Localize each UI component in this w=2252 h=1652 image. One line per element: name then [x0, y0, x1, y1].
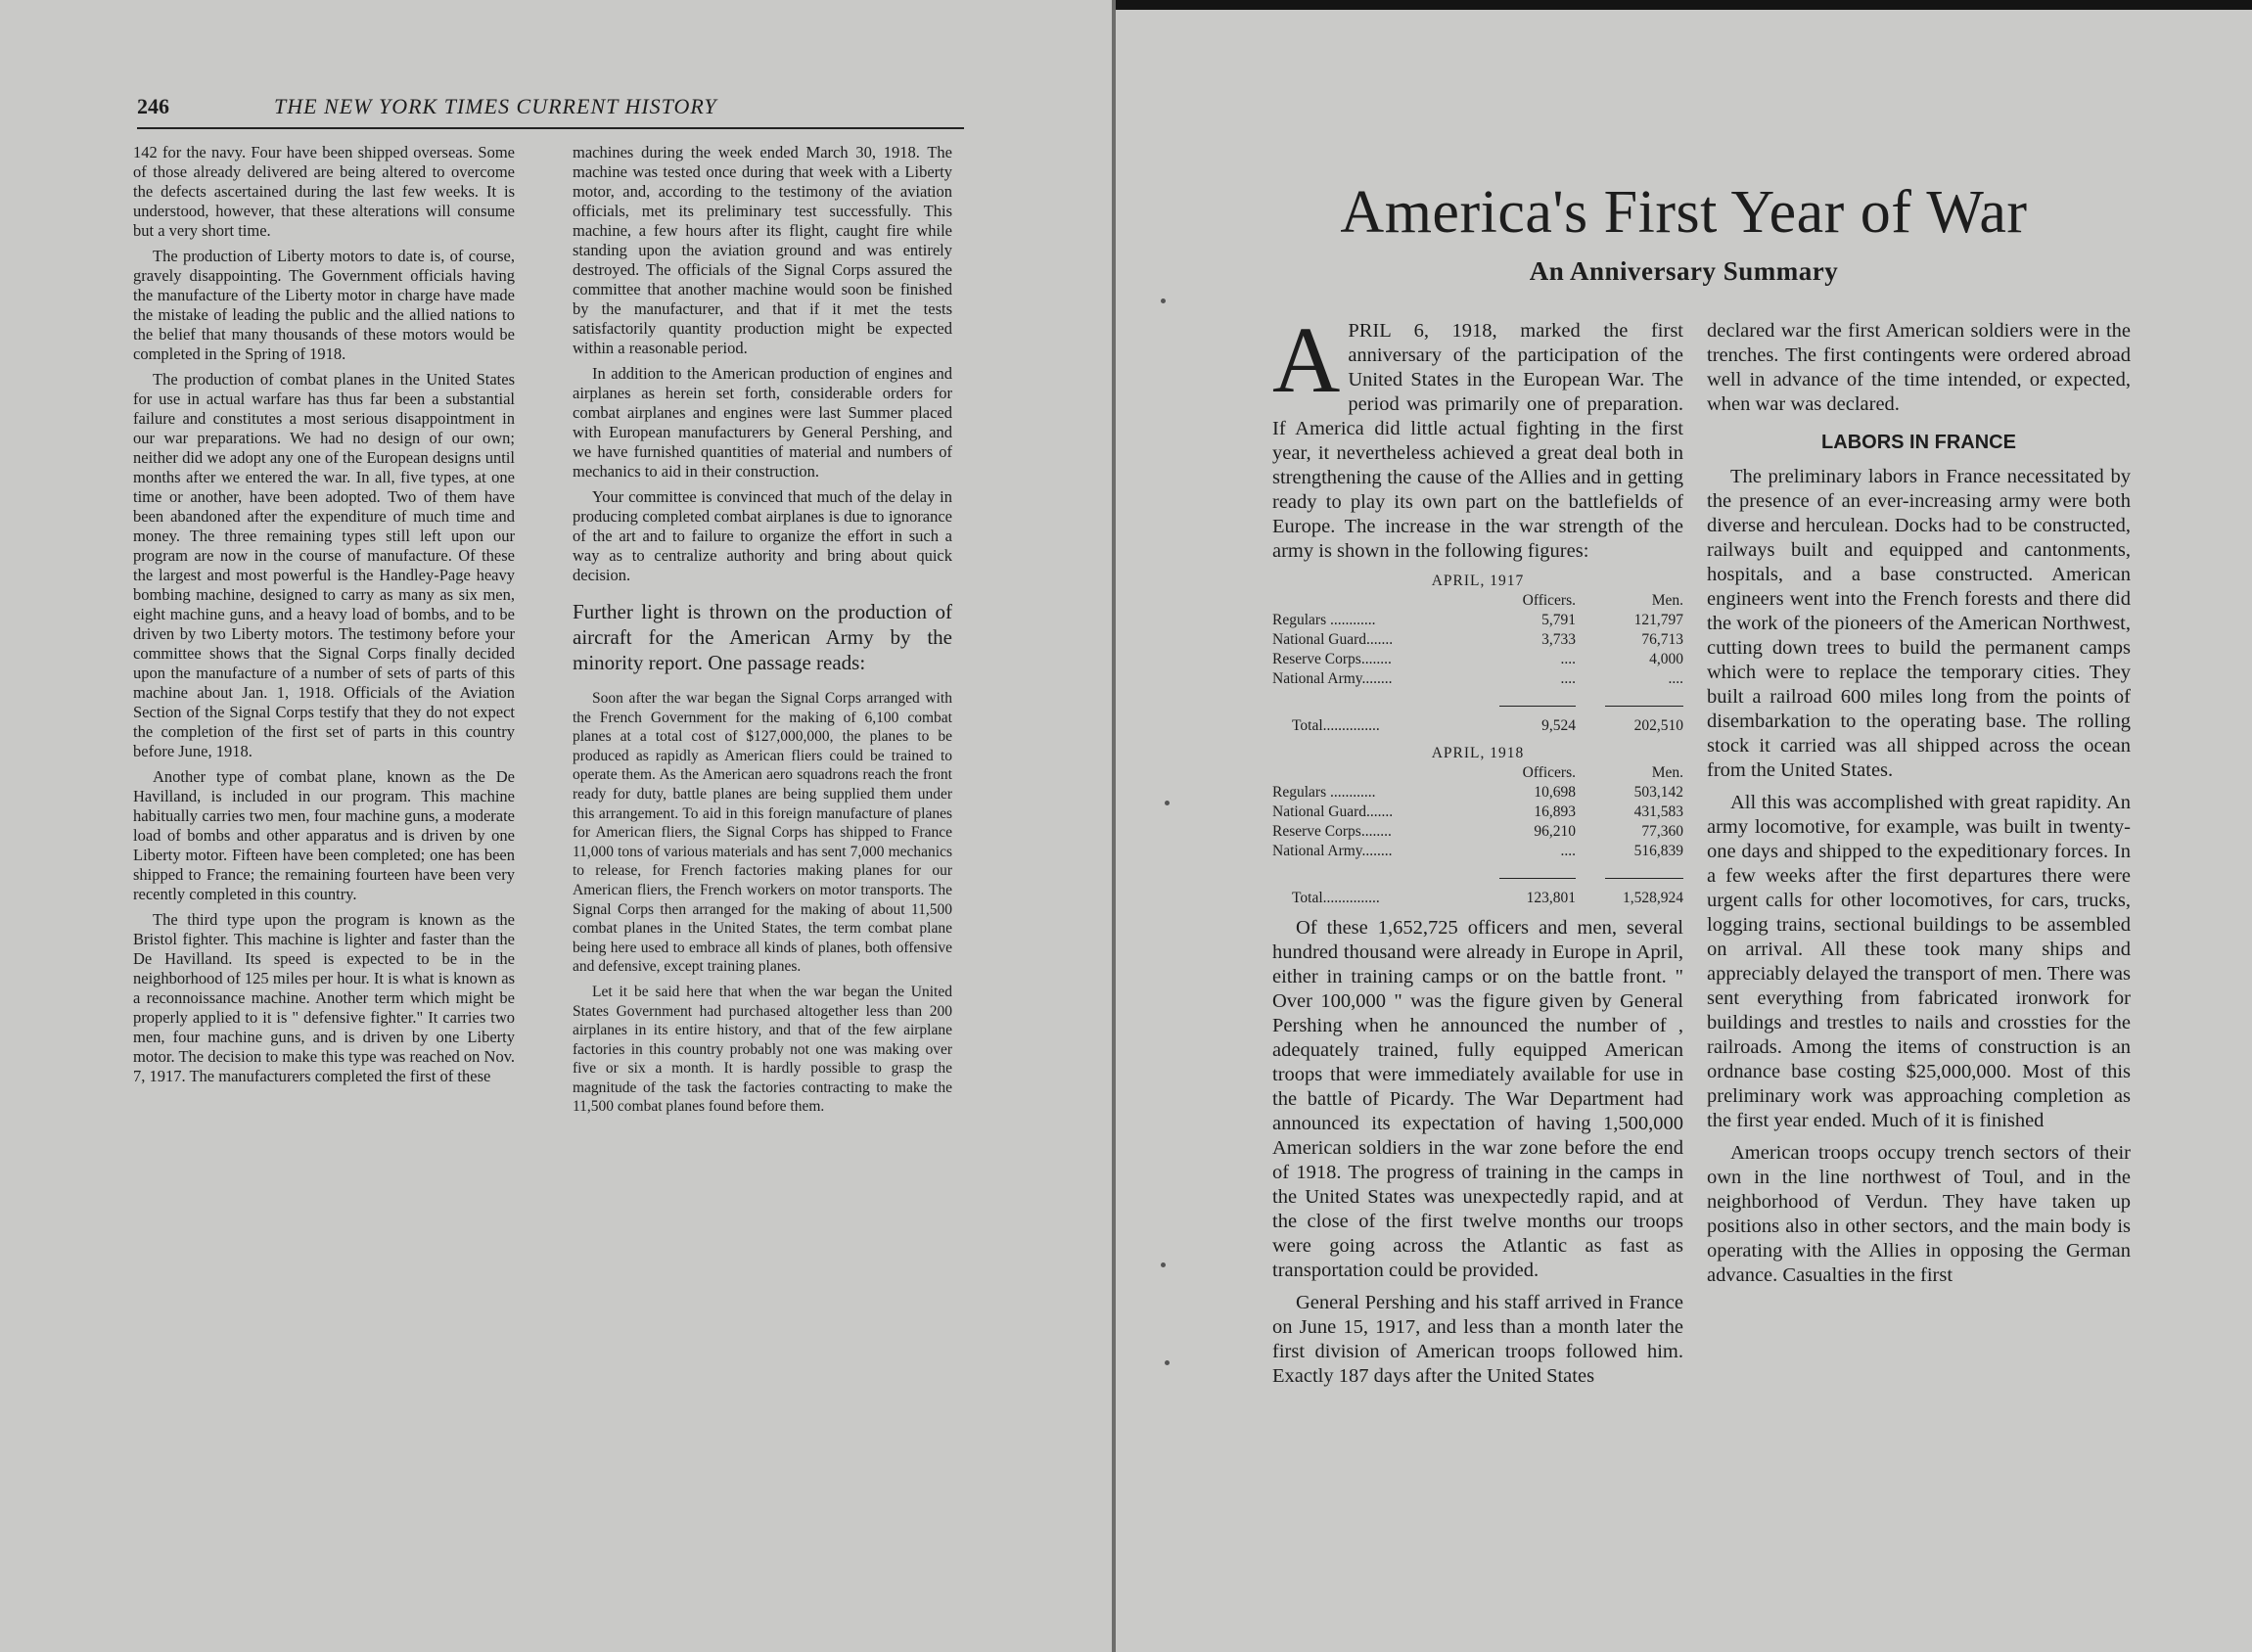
table-total-row — [1272, 716, 1683, 736]
officers-header: Officers. — [1522, 592, 1576, 609]
table-row — [1272, 630, 1683, 650]
right-page — [1116, 0, 2252, 1652]
row-label: National Army........ — [1272, 670, 1393, 687]
paragraph: American troops occupy trench sectors of their own in the line northwest of Toul, and in the neighborhood of Verdun. They have taken up positions also in other sectors, and the main body is operating with the Allies in opposing the German advance. Casualties in the first — [1707, 1142, 2131, 1286]
men-value: 431,583 — [1633, 803, 1683, 820]
quoted-paragraph: Let it be said here that when the war began the United States Government had purchased altogether less than 200 airplanes in its entire history, and that of the few airplane factories in this country probably not one was making over five or six a month. It is hardly possible to grasp the magnitude of the task the factories contracting to make the 11,500 combat planes found before them. — [573, 983, 952, 1116]
officers-header: Officers. — [1522, 764, 1576, 781]
journal-title: THE NEW YORK TIMES CURRENT HISTORY — [274, 94, 717, 118]
officers-value: .... — [1560, 843, 1576, 859]
officers-value: .... — [1560, 651, 1576, 667]
total-label: Total............... — [1292, 717, 1380, 734]
men-value: 516,839 — [1633, 843, 1683, 859]
men-value: 4,000 — [1649, 651, 1683, 667]
table-total-row — [1272, 889, 1683, 908]
total-officers: 123,801 — [1526, 890, 1576, 906]
row-label: National Guard....... — [1272, 803, 1394, 820]
table-header — [1272, 591, 1683, 611]
officers-value: 10,698 — [1534, 784, 1576, 801]
table-row — [1272, 803, 1683, 822]
men-header: Men. — [1651, 764, 1683, 781]
paragraph: The production of Liberty motors to date is, of course, gravely disappointing. The Government officials having the manufacture of the Liberty motor in charge have made the mistake of leading the public and the allied nations to the belief that many thousands of these motors would be completed in the Spring of 1918. — [133, 247, 515, 363]
table-total-rule — [1272, 693, 1683, 712]
paragraph: The production of combat planes in the United States for use in actual warfare has thus far been a substantial failure and constitutes a most serious disappointment in our war preparations. We had no design of our own; neither did we adopt any one of the European designs until months after we entered the war. In all, five types, at one time or another, have been adopted. Two of them have been abandoned after the expenditure of much time and money. The three remaining types still left upon our program are now in the course of manufacture. Of these the largest and most powerful is the Handley-Page heavy bombing machine, designed to carry as many as six men, eight machine guns, and a heavy load of bombs, and to be driven by two Liberty motors. The testimony before your committee shows that the Signal Corps finally decided upon the manufacture of a number of sets of parts of this machine about Jan. 1, 1918. Officials of the Aviation Section of the Signal Corps testify that they do not expect the completion of the first set of parts in this country before June, 1918. — [133, 370, 515, 760]
paragraph: Another type of combat plane, known as the De Havilland, is included in our program. This machine habitually carries two men, four machine guns, a moderate load of bombs and other apparatus and is driven by one Liberty motor. Fifteen have been completed; one has been shipped to France; the remaining fourteen have been very recently completed in this country. — [133, 767, 515, 903]
paragraph: Of these 1,652,725 officers and men, several hundred thousand were already in Europe in April, either in training camps or on the battle front. " Over 100,000 " was the figure given by General Pershing when he announced the number of , adequately trained, fully equipped American troops that were immediately available for use in the battle of Picardy. The War Department had announced its expectation of having 1,500,000 American soldiers in the war zone before the end of 1918. The progress of training in the camps in the United States was unexpectedly rapid, and at the close of the first twelve months our troops were going across the Atlantic as fast as transportation could be provided. — [1272, 917, 1683, 1281]
table-row — [1272, 783, 1683, 803]
table-row — [1272, 650, 1683, 669]
row-label: National Guard....... — [1272, 631, 1394, 648]
officers-value: 96,210 — [1534, 823, 1576, 840]
men-value: 503,142 — [1633, 784, 1683, 801]
table-caption: APRIL, 1918 — [1431, 745, 1525, 761]
officers-value: 5,791 — [1541, 612, 1576, 628]
paragraph: Your committee is convinced that much of the delay in producing completed combat airplanes is due to ignorance of the art and to failure to organize the effort in such a way as to centralize authority and bring about quick decision. — [573, 487, 952, 584]
table-header — [1272, 763, 1683, 783]
stray-mark — [1165, 801, 1170, 805]
total-men: 202,510 — [1633, 717, 1683, 734]
table-total-rule — [1272, 865, 1683, 885]
page-number: 246 — [137, 94, 169, 118]
table-row — [1272, 822, 1683, 842]
section-heading: LABORS IN FRANCE — [1821, 432, 2016, 453]
article-title: America's First Year of War — [1340, 179, 2028, 246]
table-row — [1272, 611, 1683, 630]
total-men: 1,528,924 — [1623, 890, 1683, 906]
table-row — [1272, 842, 1683, 861]
row-label: Reserve Corps........ — [1272, 823, 1392, 840]
minority-report-intro: Further light is thrown on the production of aircraft for the American Army by the minority report. One passage reads: — [573, 600, 952, 674]
total-officers: 9,524 — [1541, 717, 1576, 734]
paragraph: General Pershing and his staff arrived in France on June 15, 1917, and less than a month later the first division of American troops followed him. Exactly 187 days after the United States — [1272, 1292, 1683, 1387]
men-value: .... — [1668, 670, 1683, 687]
row-label: Regulars ............ — [1272, 784, 1376, 801]
left-column-1 — [133, 143, 515, 1092]
table-row — [1272, 669, 1683, 689]
officers-value: 3,733 — [1541, 631, 1576, 648]
men-header: Men. — [1651, 592, 1683, 609]
row-label: National Army........ — [1272, 843, 1393, 859]
paragraph: 142 for the navy. Four have been shipped overseas. Some of those already delivered are being altered to overcome the defects ascertained during the last few weeks. It is understood, however, that these alterations will consume but a very short time. — [133, 143, 515, 240]
intro-text: PRIL 6, 1918, marked the first anniversary of the participation of the United States in the European War. The period was primarily one of preparation. If America did little actual fighting in the first year, it nevertheless achieved a great deal both in strengthening the cause of the Allies and in getting ready to play its own part on the battlefields of Europe. The increase in the war strength of the army is shown in the following figures: — [1272, 320, 1683, 562]
paragraph: In addition to the American production of engines and airplanes as herein set forth, considerable orders for combat airplanes and engines were last Summer placed with European manufacturers by General Pershing, and we have furnished quantities of material and numbers of mechanics to aid in their construction. — [573, 364, 952, 481]
table-caption: APRIL, 1917 — [1431, 573, 1525, 589]
left-column-2 — [573, 143, 952, 1123]
paragraph: The third type upon the program is known as the Bristol fighter. This machine is lighter and faster than the De Havilland. Its speed is expected to be in the neighborhood of 125 miles per hour. It is what is known as a reconnoissance machine. Another term which might be properly applied to it is " defensive fighter." It carries two men, four machine guns, and is driven by one Liberty motor. The decision to make this type was reached on Nov. 7, 1917. The manufacturers completed the first of these — [133, 910, 515, 1085]
officers-value: .... — [1560, 670, 1576, 687]
right-column-1 — [1272, 307, 1683, 1397]
paragraph: machines during the week ended March 30, 1918. The machine was tested once during that week with a Liberty motor, and, according to the testimony of the aviation officials, met its preliminary test successfully. This machine, a few hours after its flight, caught fire while standing upon the aviation ground and was entirely destroyed. The officials of the Signal Corps assured the committee that another machine would soon be finished by the manufacturer, and that if it met the tests satisfactorily quantity production might be expected within a reasonable period. — [573, 143, 952, 357]
paragraph: declared war the first American soldiers were in the trenches. The first contingents were ordered abroad well in advance of the time intended, or expected, when war was declared. — [1707, 320, 2131, 415]
running-head — [137, 94, 964, 127]
paragraph: All this was accomplished with great rapidity. An army locomotive, for example, was built in twenty-one days and shipped to the expeditionary forces. In a few weeks after the first departures there were urgent calls for other locomotives, for cars, trucks, logging trains, sectional buildings to be assembled on arrival. All these took many ships and appreciably delayed the transport of men. There was sent everything from fabricated ironwork for buildings and trestles to nails and crossties for the railroads. Among the items of construction is an ordnance base costing $25,000,000. Most of this preliminary work was approaching completion as the first year ended. Much of it is finished — [1707, 792, 2131, 1131]
total-label: Total............... — [1292, 890, 1380, 906]
officers-value: 16,893 — [1534, 803, 1576, 820]
stray-mark — [1165, 1360, 1170, 1365]
strength-table-1918 — [1272, 744, 1683, 908]
men-value: 121,797 — [1633, 612, 1683, 628]
row-label: Reserve Corps........ — [1272, 651, 1392, 667]
row-label: Regulars ............ — [1272, 612, 1376, 628]
stray-mark — [1161, 298, 1166, 303]
men-value: 77,360 — [1641, 823, 1683, 840]
article-subtitle: An Anniversary Summary — [1529, 256, 1839, 286]
stray-mark — [1161, 1262, 1166, 1267]
men-value: 76,713 — [1641, 631, 1683, 648]
left-page — [0, 0, 1112, 1652]
header-rule — [137, 127, 964, 129]
strength-table-1917 — [1272, 572, 1683, 736]
drop-cap: A — [1272, 307, 1341, 412]
quoted-paragraph: Soon after the war began the Signal Corps arranged with the French Government for the making of 6,100 combat planes at a total cost of $127,000,000, the planes to be produced as rapidly as American fliers could be trained to operate them. As the American aero squadrons reach the front ready for duty, battle planes are being supplied them under this arrangement. To aid in this foreign manufacture of planes for American fliers, the Signal Corps has shipped to France 11,000 tons of various materials and has sent 7,000 mechanics to release, for French factories making planes for our American fliers, the French workers on motor transports. The Signal Corps then arranged for the making of about 11,500 combat planes in the United States, the term combat plane being here used to embrace all kinds of planes, both offensive and defensive, except training planes. — [573, 690, 952, 976]
intro-paragraph — [1272, 307, 1683, 564]
right-column-2 — [1707, 319, 2131, 1296]
paragraph: The preliminary labors in France necessitated by the presence of an ever-increasing army were both diverse and herculean. Docks had to be constructed, railways built and equipped and cantonments, hospitals, and a base constructed. American engineers went into the French forests and there did the work of the pioneers of the American Northwest, cutting down trees to build the permanent camps which were to replace the temporary cities. They built a railroad 600 miles long from the points of disembarkation to the operating base. The rolling stock it carried was all shipped across the ocean from the United States. — [1707, 466, 2131, 781]
